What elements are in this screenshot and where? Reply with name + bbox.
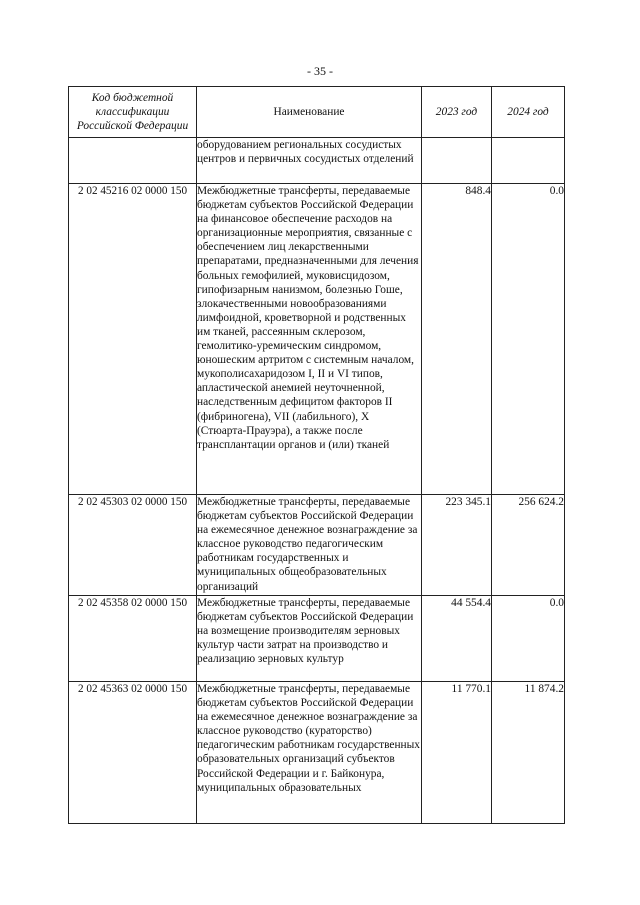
budget-code: 2 02 45363 02 0000 150 bbox=[69, 682, 197, 824]
row-name: Межбюджетные трансферты, передаваемые бюджетам субъектов Российской Федерации на ежемесячное денежное вознаграждение за классное руководство (кураторство) педагогическим работникам государственных образовательных организаций субъектов Российской Федерации и г. Байконура, муниципальных образовательных bbox=[197, 682, 422, 824]
header-code: Код бюджетной классификации Российской Федерации bbox=[69, 87, 197, 138]
budget-code: 2 02 45358 02 0000 150 bbox=[69, 596, 197, 682]
value-2024: 11 874.2 bbox=[492, 682, 565, 824]
table-header-row bbox=[69, 87, 565, 138]
header-name: Наименование bbox=[197, 87, 422, 138]
value-2024: 256 624.2 bbox=[492, 495, 565, 596]
row-name: Межбюджетные трансферты, передаваемые бюджетам субъектов Российской Федерации на возмещение производителям зерновых культур части затрат на производство и реализацию зерновых культур bbox=[197, 596, 422, 682]
header-year-2023: 2023 год bbox=[422, 87, 492, 138]
row-name: Межбюджетные трансферты, передаваемые бюджетам субъектов Российской Федерации на финансовое обеспечение расходов на организационные мероприятия, связанные с обеспечением лиц лекарственными препаратами, предназначенными для лечения больных гемофилией, муковисцидозом, гипофизарным нанизмом, болезнью Гоше, злокачественными новообразованиями лимфоидной, кроветворной и родственных им тканей, рассеянным склерозом, гемолитико-уремическим синдромом, юношеским артритом с системным началом, мукополисахаридозом I, II и VI типов, апластической анемией неуточненной, наследственным дефицитом факторов II (фибриногена), VII (лабильного), X (Стюарта-Прауэра), а также после трансплантации органов и (или) тканей bbox=[197, 184, 422, 495]
value-2023: 11 770.1 bbox=[422, 682, 492, 824]
row-name: оборудованием региональных сосудистых центров и первичных сосудистых отделений bbox=[197, 138, 422, 184]
table-row bbox=[69, 495, 565, 596]
budget-table bbox=[68, 86, 565, 824]
value-2023 bbox=[422, 138, 492, 184]
budget-code: 2 02 45216 02 0000 150 bbox=[69, 184, 197, 495]
value-2023: 44 554.4 bbox=[422, 596, 492, 682]
table-row bbox=[69, 596, 565, 682]
value-2023: 848.4 bbox=[422, 184, 492, 495]
table-row bbox=[69, 184, 565, 495]
value-2023: 223 345.1 bbox=[422, 495, 492, 596]
table-row bbox=[69, 682, 565, 824]
budget-code bbox=[69, 138, 197, 184]
header-year-2024: 2024 год bbox=[492, 87, 565, 138]
budget-code: 2 02 45303 02 0000 150 bbox=[69, 495, 197, 596]
row-name: Межбюджетные трансферты, передаваемые бюджетам субъектов Российской Федерации на ежемесячное денежное вознаграждение за классное руководство педагогическим работникам государственных и муниципальных общеобразовательных организаций bbox=[197, 495, 422, 596]
table-row bbox=[69, 138, 565, 184]
value-2024: 0.0 bbox=[492, 184, 565, 495]
value-2024 bbox=[492, 138, 565, 184]
page-number: - 35 - bbox=[307, 64, 333, 78]
value-2024: 0.0 bbox=[492, 596, 565, 682]
